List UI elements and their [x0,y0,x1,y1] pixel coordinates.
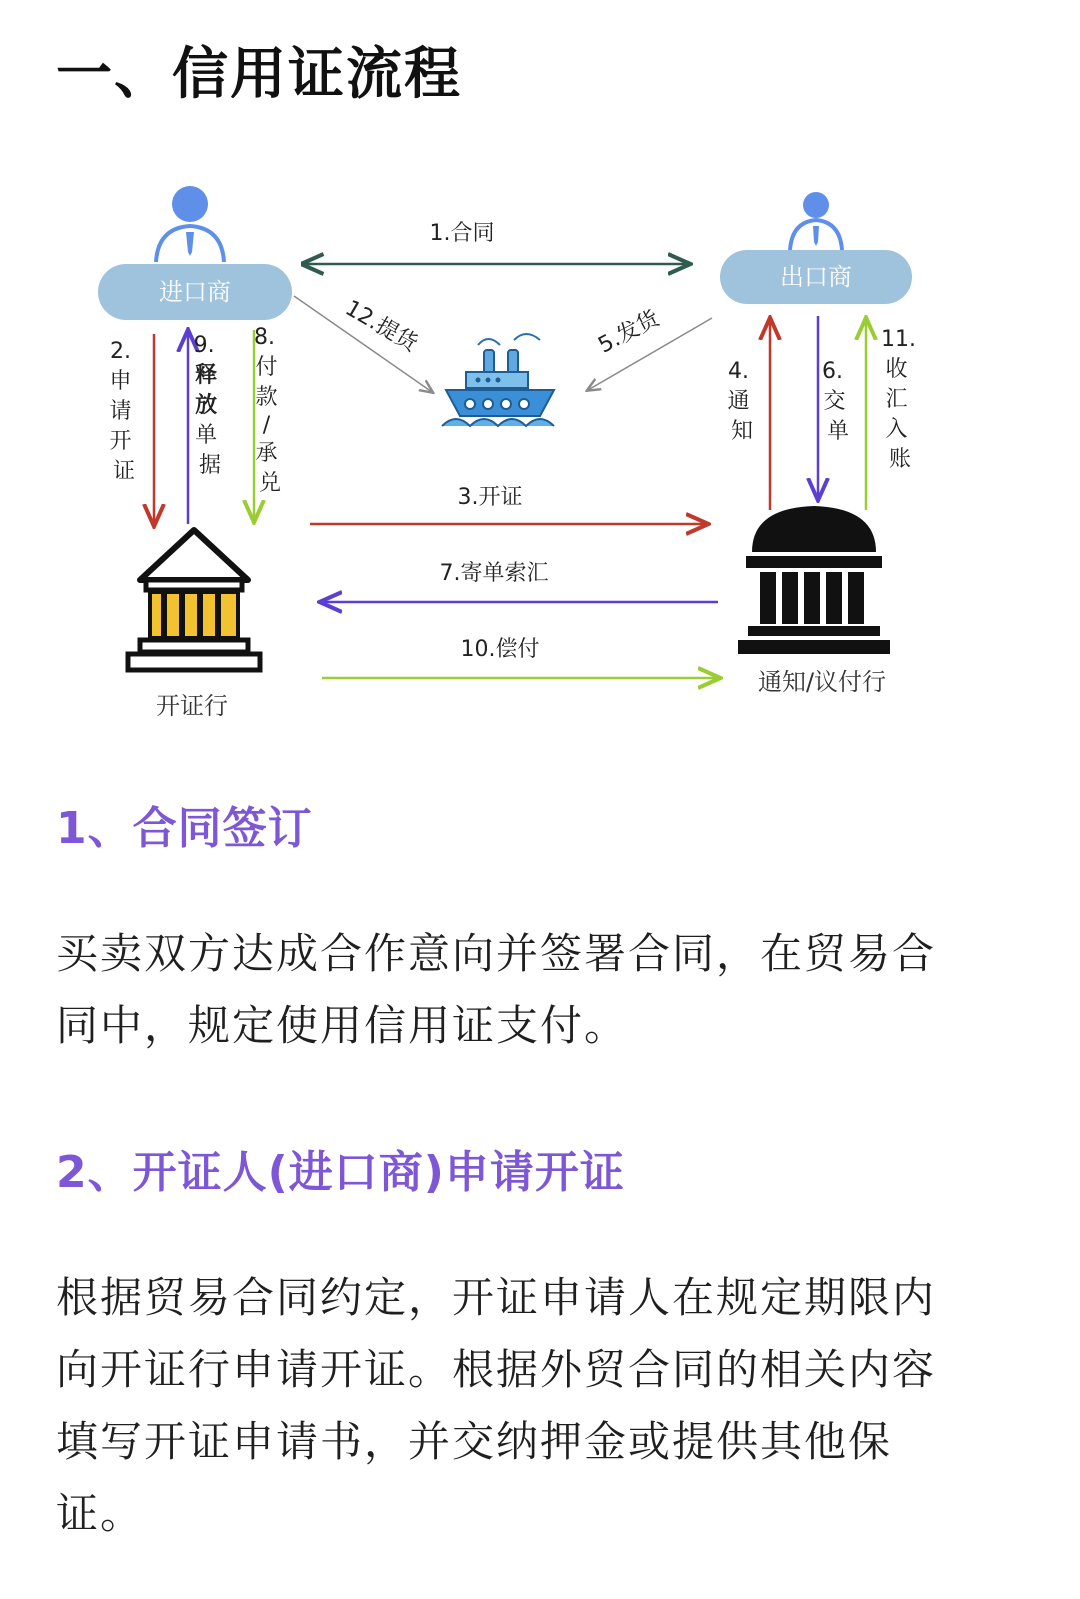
paragraph-line: 同中，规定使用信用证支付。 [56,1001,629,1050]
label-step-7: 7.寄单索汇 [439,561,549,586]
label-step-8-line: 8. [254,325,275,350]
issuing-bank-icon [128,530,260,670]
label-step-2-line: 证 [112,459,136,484]
lc-flow-diagram [0,160,1080,740]
paragraph-line: 根据贸易合同约定，开证申请人在规定期限内 [56,1273,937,1322]
exporter-label: 出口商 [780,263,852,291]
paragraph-line: 买卖双方达成合作意向并签署合同，在贸易合 [56,929,937,978]
importer-label: 进口商 [159,278,231,306]
label-step-8 [254,325,285,496]
section-heading-apply: 2、开证人(进口商)申请开证 [56,1147,625,1198]
paragraph-line: 填写开证申请书，并交纳押金或提供其他保 [56,1417,893,1466]
advising-bank-label: 通知/议付行 [757,668,887,696]
label-step-11-line: 入 [885,417,908,442]
label-step-2-line: 2. [110,339,131,364]
label-step-11-line: 11. [881,327,916,352]
label-step-9 [194,333,225,478]
label-step-2-line: 申 [109,369,132,394]
section-paragraph-apply [56,1262,1016,1550]
label-step-4-line: 4. [728,359,749,384]
label-step-2-line: 请 [109,399,132,424]
label-step-12: 12.提货 [340,295,422,357]
label-step-8-line: / [262,413,271,438]
section-paragraph-contract [56,918,1016,1062]
label-step-9-line: 单 [195,423,218,448]
label-step-11 [881,327,923,472]
label-step-11-line: 账 [888,447,912,472]
issuing-bank-label: 开证行 [156,692,228,720]
importer-person-icon [156,186,224,262]
label-step-9-line: 放 [195,393,218,418]
label-step-10: 10.偿付 [460,637,540,662]
label-step-9-line: 释 [195,363,218,388]
label-step-2 [109,339,138,484]
page-title: 一、信用证流程 [56,42,462,107]
label-step-8-line: 款 [255,385,278,410]
label-step-9-line: 9. [193,333,215,358]
label-step-9-line: 据 [198,453,222,478]
label-step-6 [822,359,853,444]
label-step-6-line: 交 [823,389,846,414]
paragraph-line: 向开证行申请开证。根据外贸合同的相关内容 [56,1345,937,1394]
label-step-8-line: 付 [255,355,278,380]
label-step-8-line: 承 [255,441,278,466]
label-step-11-line: 收 [885,357,908,382]
label-step-6-line: 6. [822,359,843,384]
exporter-person-icon [790,192,842,250]
label-step-2-line: 开 [109,429,132,454]
advising-bank-icon [738,506,890,654]
cargo-ship-icon [442,334,554,426]
label-step-4 [727,359,756,444]
label-step-4-line: 知 [730,419,754,444]
label-step-8-line: 兑 [258,471,282,496]
label-step-11-line: 汇 [885,387,908,412]
section-heading-contract: 1、合同签订 [56,803,313,854]
label-step-1: 1.合同 [429,221,495,246]
label-step-4-line: 通 [727,389,750,414]
paragraph-line: 证。 [56,1489,145,1538]
label-step-5: 5.发货 [594,305,664,359]
label-step-3: 3.开证 [457,485,523,510]
label-step-6-line: 单 [826,419,850,444]
